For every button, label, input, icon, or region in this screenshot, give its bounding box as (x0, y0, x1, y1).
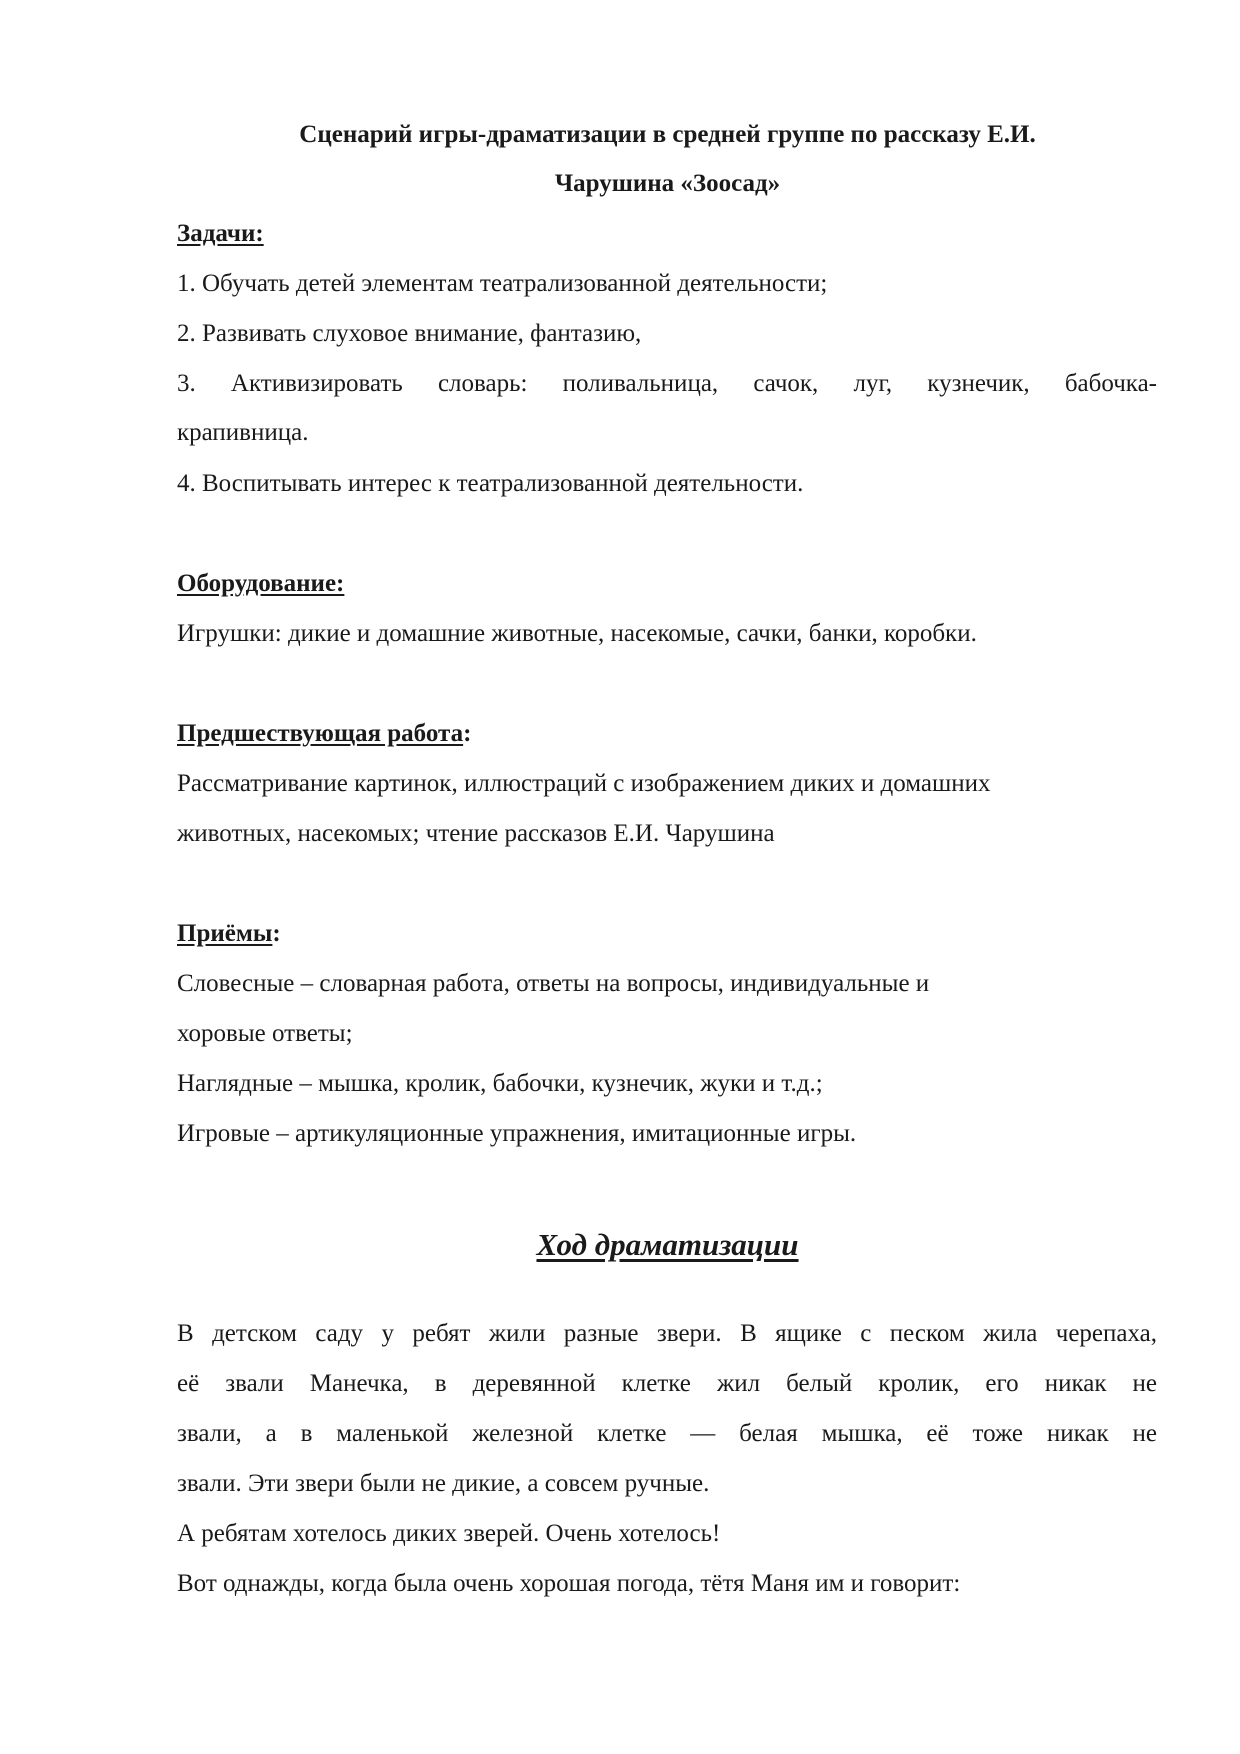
preliminary-heading-text: Предшествующая работа (177, 720, 464, 747)
document-title-line-1: Сценарий игры-драматизации в средней группе по рассказу Е.И. (299, 121, 1036, 148)
techniques-line-3: Наглядные – мышка, кролик, бабочки, кузнечик, жуки и т.д.; (177, 1070, 823, 1097)
preliminary-heading-colon: : (463, 720, 472, 747)
techniques-line-2: хоровые ответы; (177, 1020, 353, 1047)
task-item-4: 4. Воспитывать интерес к театрализованной деятельности. (177, 470, 804, 497)
course-heading (177, 1227, 1158, 1263)
techniques-line-4: Игровые – артикуляционные упражнения, имитационные игры. (177, 1120, 857, 1147)
course-line-3: звали, а в маленькой железной клетке — белая мышка, её тоже никак не (177, 1420, 1157, 1447)
task-item-3: 3. Активизировать словарь: поливальница, сачок, луг, кузнечик, бабочка- (177, 370, 1157, 397)
equipment-heading (177, 569, 344, 599)
techniques-line-1: Словесные – словарная работа, ответы на вопросы, индивидуальные и (177, 970, 930, 997)
preliminary-heading (177, 719, 471, 749)
task-item-1: 1. Обучать детей элементам театрализованной деятельности; (177, 270, 828, 297)
equipment-text: Игрушки: дикие и домашние животные, насекомые, сачки, банки, коробки. (177, 620, 977, 647)
course-line-6: Вот однажды, когда была очень хорошая погода, тётя Маня им и говорит: (177, 1570, 961, 1597)
course-line-2: её звали Манечка, в деревянной клетке жил белый кролик, его никак не (177, 1370, 1157, 1397)
preliminary-line-1: Рассматривание картинок, иллюстраций с изображением диких и домашних (177, 770, 991, 797)
tasks-heading (177, 219, 264, 249)
document-title-line-2: Чарушина «Зоосад» (554, 170, 781, 197)
techniques-heading-colon: : (272, 920, 281, 947)
course-line-5: А ребятам хотелось диких зверей. Очень хотелось! (177, 1520, 721, 1547)
techniques-heading (177, 919, 281, 949)
task-item-2: 2. Развивать слуховое внимание, фантазию, (177, 320, 642, 347)
tasks-heading-text: Задачи: (177, 220, 264, 247)
techniques-heading-text: Приёмы (177, 920, 273, 947)
task-item-3-continued: крапивница. (177, 419, 309, 446)
course-heading-text: Ход драматизации (536, 1227, 799, 1262)
course-line-4: звали. Эти звери были не дикие, а совсем ручные. (177, 1470, 710, 1497)
equipment-heading-text: Оборудование: (177, 570, 345, 597)
course-line-1: В детском саду у ребят жили разные звери. В ящике с песком жила черепаха, (177, 1320, 1157, 1347)
preliminary-line-2: животных, насекомых; чтение рассказов Е.И. Чарушина (177, 820, 775, 847)
